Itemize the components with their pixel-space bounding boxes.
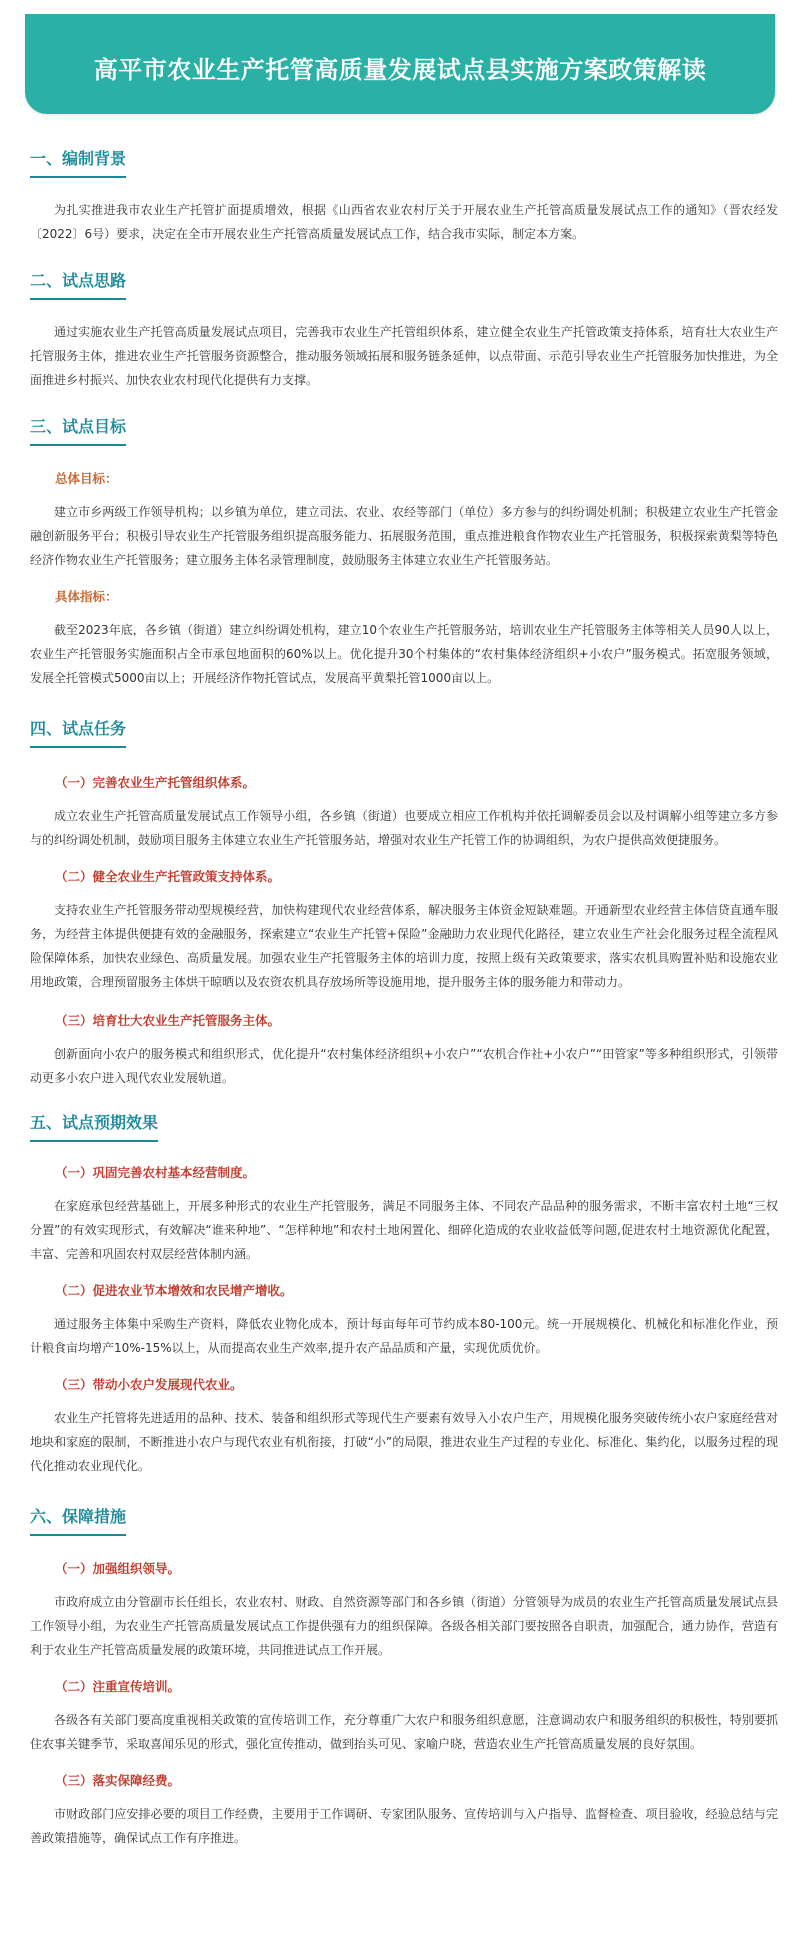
subheading-safeguard-3: （三）落实保障经费。 bbox=[55, 1773, 181, 1788]
paragraph-overall-goal: 建立市乡两级工作领导机构；以乡镇为单位，建立司法、农业、农经等部门（单位）多方参与的纠纷调处机制；积极建立农业生产托管金融创新服务平台；积极引导农业生产托管服务组织提高服务能力、拓展服务范围，重点推进粮食作物农业生产托管服务，积极探索黄梨等特色经济作物农业生产托管服务；建立服务主体名录管理制度，鼓励服务主体建立农业生产托管服务站。 bbox=[30, 505, 778, 567]
paragraph-safeguard-3: 市财政部门应安排必要的项目工作经费，主要用于工作调研、专家团队服务、宣传培训与入户指导、监督检查、项目验收，经验总结与完善政策措施等，确保试点工作有序推进。 bbox=[30, 1807, 778, 1845]
paragraph-background: 为扎实推进我市农业生产托管扩面提质增效，根据《山西省农业农村厅关于开展农业生产托管高质量发展试点工作的通知》（晋农经发〔2022〕6号）要求，决定在全市开展农业生产托管高质量发展试点工作，结合我市实际，制定本方案。 bbox=[30, 203, 778, 241]
title-banner bbox=[25, 14, 775, 114]
paragraph-effect-2: 通过服务主体集中采购生产资料，降低农业物化成本，预计每亩每年可节约成本80-100元。统一开展规模化、机械化和标准化作业，预计粮食亩均增产10%-15%以上，从而提高农业生产效率,提升农产品品质和产量，实现优质优价。 bbox=[30, 1317, 778, 1355]
section-heading-tasks: 四、试点任务 bbox=[30, 716, 126, 748]
paragraph-safeguard-2: 各级各有关部门要高度重视相关政策的宣传培训工作，充分尊重广大农户和服务组织意愿，注意调动农户和服务组织的积极性，特别要抓住农事关键季节，采取喜闻乐见的形式，强化宣传推动，做到抬头可见、家喻户晓，营造农业生产托管高质量发展的良好氛围。 bbox=[30, 1713, 778, 1751]
paragraph-task-1: 成立农业生产托管高质量发展试点工作领导小组，各乡镇（街道）也要成立相应工作机构并依托调解委员会以及村调解小组等建立多方参与的纠纷调处机制，鼓励项目服务主体建立农业生产托管服务站，增强对农业生产托管工作的协调组织，为农户提供高效便捷服务。 bbox=[30, 809, 778, 847]
page-title: 高平市农业生产托管高质量发展试点县实施方案政策解读 bbox=[93, 55, 707, 84]
paragraph-effect-3: 农业生产托管将先进适用的品种、技术、装备和组织形式等现代生产要素有效导入小农户生产，用规模化服务突破传统小农户家庭经营对地块和家庭的限制，不断推进小农户与现代农业有机衔接，打破“小”的局限，推进农业生产过程的专业化、标准化、集约化，以服务过程的现代化推动农业现代化。 bbox=[30, 1411, 778, 1473]
subheading-effect-2: （二）促进农业节本增效和农民增产增收。 bbox=[55, 1283, 293, 1298]
paragraph-safeguard-1: 市政府成立由分管副市长任组长，农业农村、财政、自然资源等部门和各乡镇（街道）分管领导为成员的农业生产托管高质量发展试点县工作领导小组，为农业生产托管高质量发展试点工作提供强有力的组织保障。各级各相关部门要按照各自职责，加强配合，通力协作，营造有利于农业生产托管高质量发展的政策环境，共同推进试点工作开展。 bbox=[30, 1595, 778, 1657]
section-heading-expected-effects: 五、试点预期效果 bbox=[30, 1110, 158, 1142]
paragraph-specific-targets: 截至2023年底，各乡镇（街道）建立纠纷调处机构，建立10个农业生产托管服务站，培训农业生产托管服务主体等相关人员90人以上，农业生产托管服务实施面积占全市承包地面积的60%以上。优化提升30个村集体的“农村集体经济组织+小农户”服务模式。拓宽服务领域，发展全托管模式5000亩以上；开展经济作物托管试点，发展高平黄梨托管1000亩以上。 bbox=[30, 623, 778, 685]
subheading-safeguard-2: （二）注重宣传培训。 bbox=[55, 1679, 181, 1694]
section-heading-goals: 三、试点目标 bbox=[30, 414, 126, 446]
subheading-task-2: （二）健全农业生产托管政策支持体系。 bbox=[55, 869, 281, 884]
subheading-task-1: （一）完善农业生产托管组织体系。 bbox=[55, 775, 256, 790]
section-heading-background: 一、编制背景 bbox=[30, 146, 126, 178]
paragraph-task-2: 支持农业生产托管服务带动型规模经营，加快构建现代农业经营体系，解决服务主体资金短缺难题。开通新型农业经营主体信贷直通车服务，为经营主体提供便捷有效的金融服务，探索建立“农业生产托管+保险”金融助力农业现代化路径，建立农业生产社会化服务过程全流程风险保障体系，加快农业绿色、高质量发展。加强农业生产托管服务主体的培训力度，按照上级有关政策要求，落实农机具购置补贴和设施农业用地政策，合理预留服务主体烘干晾晒以及农资农机具存放场所等设施用地，提升服务主体的服务能力和带动力。 bbox=[30, 903, 778, 989]
subheading-effect-3: （三）带动小农户发展现代农业。 bbox=[55, 1377, 243, 1392]
paragraph-effect-1: 在家庭承包经营基础上，开展多种形式的农业生产托管服务，满足不同服务主体、不同农产品品种的服务需求，不断丰富农村土地“三权分置”的有效实现形式，有效解决“谁来种地”、“怎样种地”和农村土地闲置化、细碎化造成的农业收益低等问题,促进农村土地资源优化配置，丰富、完善和巩固农村双层经营体制内涵。 bbox=[30, 1199, 778, 1261]
paragraph-approach: 通过实施农业生产托管高质量发展试点项目，完善我市农业生产托管组织体系，建立健全农业生产托管政策支持体系，培育壮大农业生产托管服务主体，推进农业生产托管服务资源整合，推动服务领域拓展和服务链条延伸，以点带面、示范引导农业生产托管服务加快推进，为全面推进乡村振兴、加快农业农村现代化提供有力支撑。 bbox=[30, 325, 778, 387]
paragraph-task-3: 创新面向小农户的服务模式和组织形式，优化提升“农村集体经济组织+小农户”“农机合作社+小农户”“田管家”等多种组织形式，引领带动更多小农户进入现代农业发展轨道。 bbox=[30, 1047, 778, 1085]
subheading-safeguard-1: （一）加强组织领导。 bbox=[55, 1561, 181, 1576]
section-heading-safeguards: 六、保障措施 bbox=[30, 1504, 126, 1536]
subheading-task-3: （三）培育壮大农业生产托管服务主体。 bbox=[55, 1013, 281, 1028]
subheading-specific-targets: 具体指标： bbox=[55, 589, 118, 604]
section-heading-approach: 二、试点思路 bbox=[30, 268, 126, 300]
subheading-effect-1: （一）巩固完善农村基本经营制度。 bbox=[55, 1165, 256, 1180]
subheading-overall-goal: 总体目标： bbox=[55, 471, 118, 486]
